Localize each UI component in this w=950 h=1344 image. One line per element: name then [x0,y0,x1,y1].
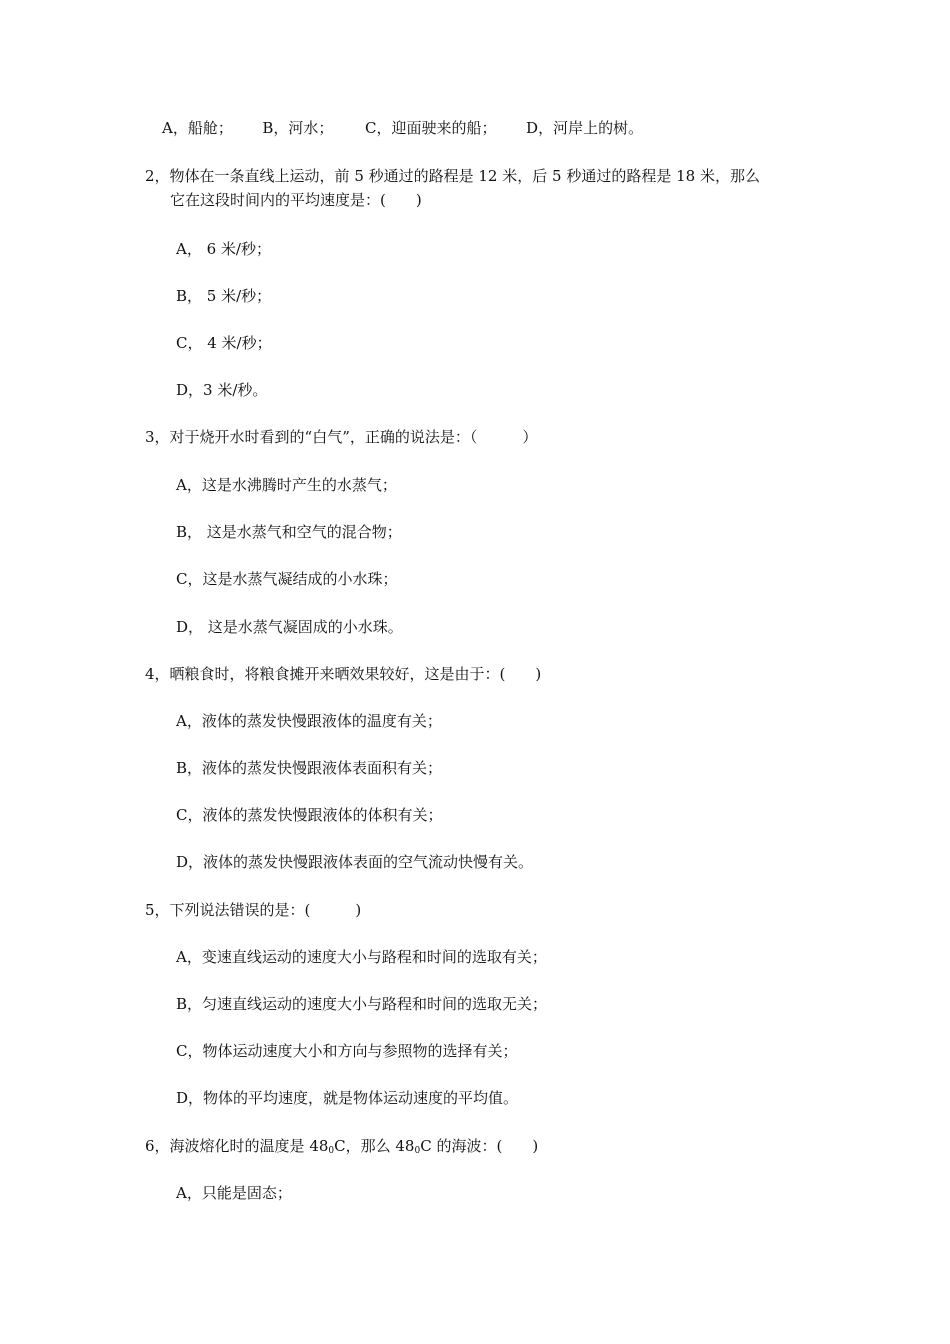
question-5-option-d: D，物体的平均速度，就是物体运动速度的平均值。 [176,1089,519,1107]
question-3-option-d: D， 这是水蒸气凝固成的小水珠。 [176,618,403,636]
question-5-option-c: C，物体运动速度大小和方向与参照物的选择有关； [176,1042,518,1060]
option-d: D，河岸上的树。 [526,119,644,137]
question-5-option-b: B，匀速直线运动的速度大小与路程和时间的选取无关； [176,995,548,1013]
question-2-option-c: C， 4 米/秒； [176,334,272,352]
question-6-stem: 6，海波熔化时的温度是 480C，那么 480C 的海波：( ) [145,1137,539,1156]
question-6-option-a: A，只能是固态； [176,1184,292,1202]
question-4-stem: 4，晒粮食时，将粮食摊开来晒效果较好，这是由于：( ) [145,665,542,683]
question-4-option-b: B，液体的蒸发快慢跟液体表面积有关； [176,759,443,777]
question-4-option-a: A，液体的蒸发快慢跟液体的温度有关； [176,712,442,730]
question-3-option-b: B， 这是水蒸气和空气的混合物； [176,523,402,541]
question-5-option-a: A，变速直线运动的速度大小与路程和时间的选取有关； [176,948,547,966]
option-c: C，迎面驶来的船； [365,119,497,137]
question-3-stem: 3，对于烧开水时看到的“白气”，正确的说法是：（ ） [145,428,538,446]
question-4-option-d: D，液体的蒸发快慢跟液体表面的空气流动快慢有关。 [176,853,534,871]
question-2-option-d: D，3 米/秒。 [176,381,268,399]
option-b: B，河水； [262,119,334,137]
question-2-stem-line2: 它在这段时间内的平均速度是：( ) [170,191,422,209]
option-a: A，船舱； [162,119,233,137]
question-2-option-a: A， 6 米/秒； [176,240,271,258]
question-2-stem-line1: 2，物体在一条直线上运动，前 5 秒通过的路程是 12 米，后 5 秒通过的路程是 18 米，那么 [145,167,760,185]
option-row-q1 [162,118,643,138]
question-3-option-c: C，这是水蒸气凝结成的小水珠； [176,570,398,588]
question-2-option-b: B， 5 米/秒； [176,287,272,305]
question-4-option-c: C，液体的蒸发快慢跟液体的体积有关； [176,806,443,824]
question-5-stem: 5，下列说法错误的是：( ) [145,901,362,919]
question-3-option-a: A，这是水沸腾时产生的水蒸气； [176,476,397,494]
